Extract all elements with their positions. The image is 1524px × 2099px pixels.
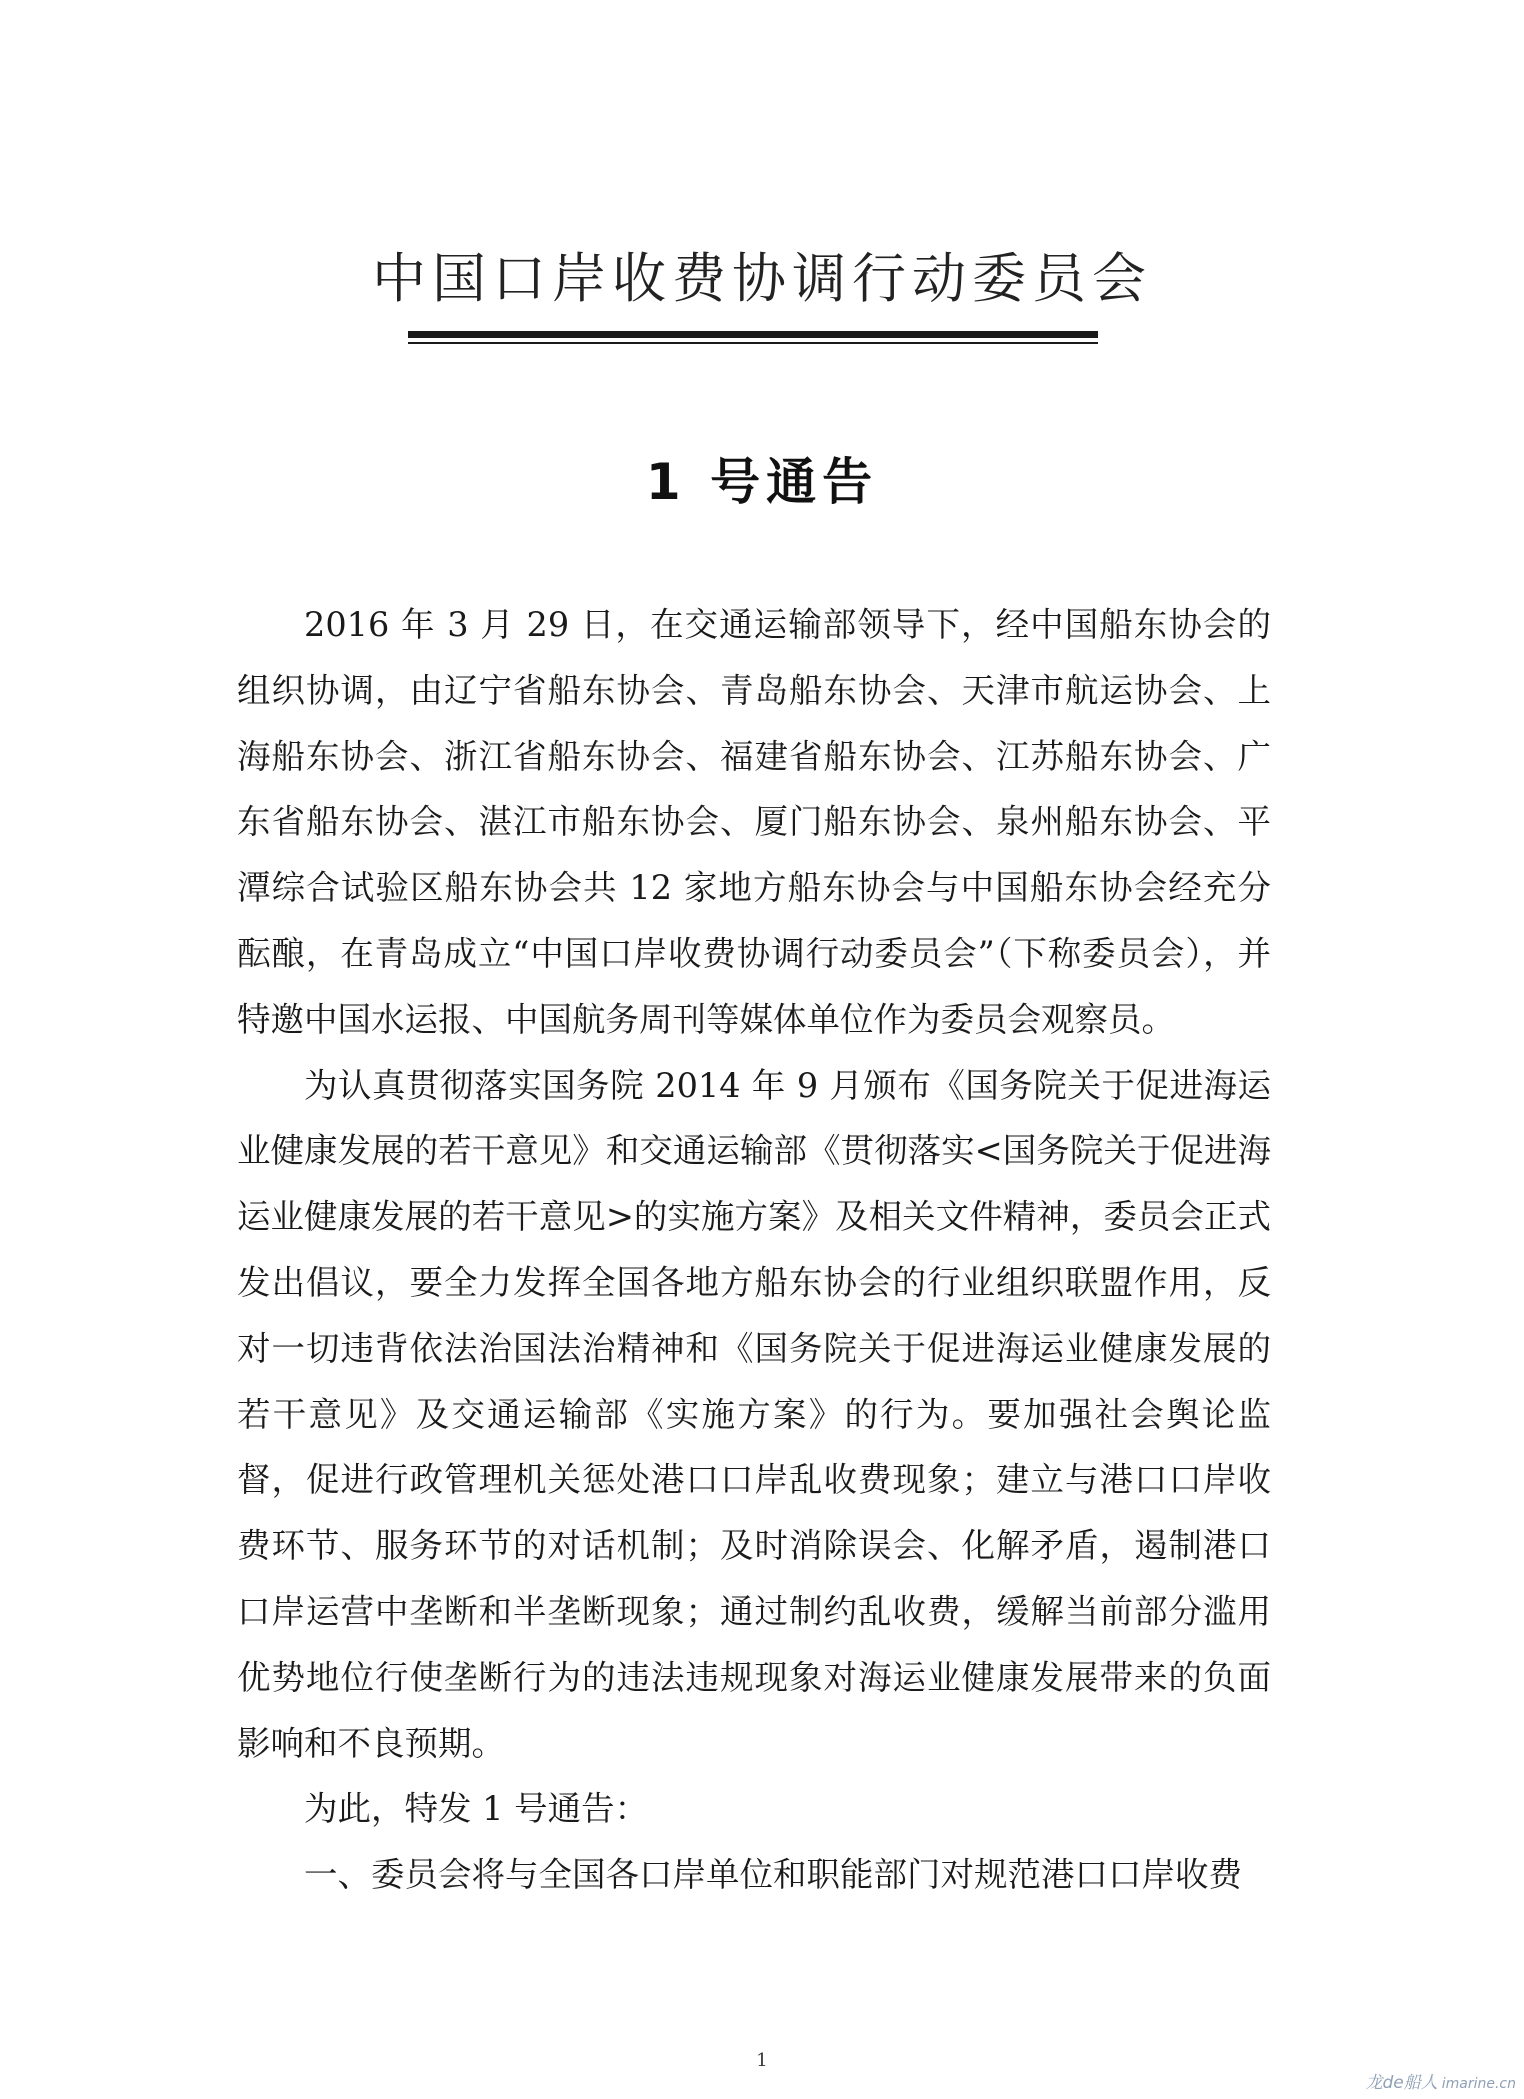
paragraph-1: 2016 年 3 月 29 日，在交通运输部领导下，经中国船东协会的组织协调，由辽宁省船东协会、青岛船东协会、天津市航运协会、上海船东协会、浙江省船东协会、福建省船东协会、江苏船东协会、广东省船东协会、湛江市船东协会、厦门船东协会、泉州船东协会、平潭综合试验区船东协会共 12 家地方船东协会与中国船东协会经充分酝酿，在青岛成立“中国口岸收费协调行动委员会”（下称委员会），并特邀中国水运报、中国航务周刊等媒体单位作为委员会观察员。 <box>237 605 1271 1039</box>
paragraph-4: 一、委员会将与全国各口岸单位和职能部门对规范港口口岸收费 <box>304 1855 1242 1895</box>
paragraph-2: 为认真贯彻落实国务院 2014 年 9 月颁布《国务院关于促进海运业健康发展的若干意见》和交通运输部《贯彻落实<国务院关于促进海运业健康发展的若干意见>的实施方案》及相关文件精神，委员会正式发出倡议，要全力发挥全国各地方船东协会的行业组织联盟作用，反对一切违背依法治国法治精神和《国务院关于促进海运业健康发展的若干意见》及交通运输部《实施方案》的行为。要加强社会舆论监督，促进行政管理机关惩处港口口岸乱收费现象；建立与港口口岸收费环节、服务环节的对话机制；及时消除误会、化解矛盾，遏制港口口岸运营中垄断和半垄断现象；通过制约乱收费，缓解当前部分滥用优势地位行使垄断行为的违法违规现象对海运业健康发展带来的负面影响和不良预期。 <box>237 1065 1271 1763</box>
watermark-site: imarine.cn <box>1441 2076 1516 2092</box>
notice-title: 1 号通告 <box>645 453 879 511</box>
header-rule-thin <box>408 342 1098 344</box>
watermark <box>1365 2068 1516 2093</box>
paragraph-3: 为此，特发 1 号通告： <box>304 1789 649 1829</box>
document-body <box>237 592 1271 1908</box>
organization-title: 中国口岸收费协调行动委员会 <box>372 247 1152 310</box>
page-number: 1 <box>756 2050 768 2071</box>
header-rule-thick <box>408 331 1098 338</box>
watermark-brand: 龙de船人 <box>1365 2073 1438 2093</box>
